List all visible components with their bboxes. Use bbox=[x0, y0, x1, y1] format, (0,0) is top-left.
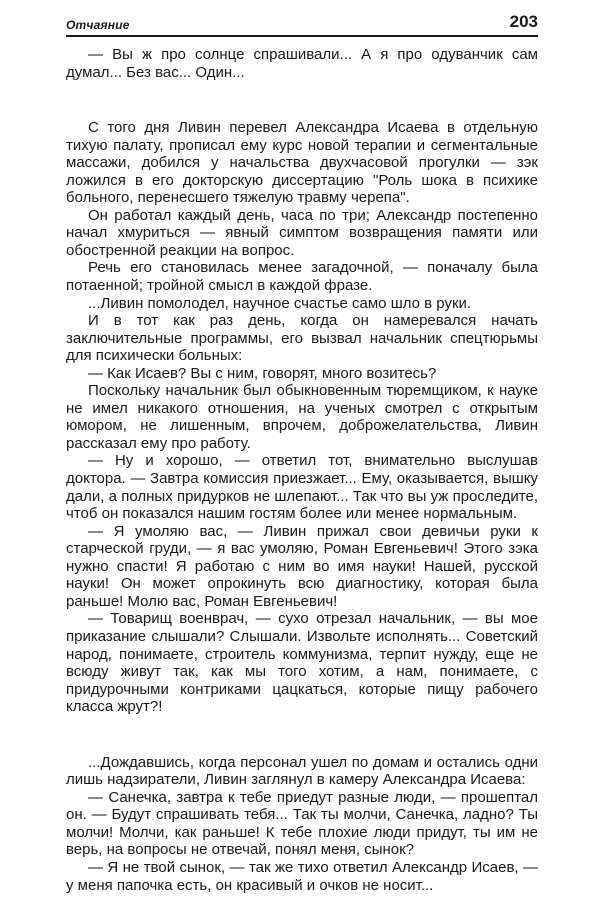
paragraph: Поскольку начальник был обыкновенным тюремщиком, к науке не имел никакого отношения, на ученых смотрел с открытым юмором, не лишенным, впрочем, доброжелательства, Ливин рассказал ему про работу. bbox=[66, 382, 538, 452]
paragraph: — Товарищ военврач, — сухо отрезал начальник, — вы мое приказание слышали? Слышали. Извольте исполнять... Советский народ, понимаете, строитель коммунизма, терпит нужду, еще не всюду живут так, как мы того хотим, а нам, понимаете, с придурочными контриками цацкаться, которые пищу рабочего класса жрут?! bbox=[66, 610, 538, 716]
paragraph: Он работал каждый день, часа по три; Александр постепенно начал хмуриться — явный симптом возвращения памяти или обостренной реакции на вопрос. bbox=[66, 206, 538, 259]
header-rule bbox=[66, 35, 538, 37]
paragraph: ...Дождавшись, когда персонал ушел по домам и остались одни лишь надзиратели, Ливин заглянул в камеру Александра Исаева: bbox=[66, 753, 538, 789]
running-header bbox=[66, 12, 538, 34]
book-page bbox=[66, 0, 538, 922]
paragraph: — Ну и хорошо, — ответил тот, внимательно выслушав доктора. — Завтра комиссия приезжает... Ему, оказывается, вышку дали, а полных придурков не шлепают... Так что вы уж проследите, чтоб он показался нашим гостям более или менее нормальным. bbox=[66, 452, 538, 523]
section-title: Отчаяние bbox=[66, 18, 130, 32]
paragraph: — Вы ж про солнце спрашивали... А я про одуванчик сам думал... Без вас... Один... bbox=[66, 46, 538, 81]
paragraph: Речь его становилась менее загадочной, — поначалу была потаенной; тройной смысл в каждой фразе. bbox=[66, 259, 538, 295]
paragraph: — Я умоляю вас, — Ливин прижал свои девичьи руки к старческой груди, — я вас умоляю, Роман Евгеньевич! Этого зэка нужно спасти! Я работаю с ним во имя науки! Нашей, русской науки! Он может опрокинуть всю диагностику, которая была раньше! Молю вас, Роман Евгеньевич! bbox=[66, 522, 538, 610]
paragraph: — Как Исаев? Вы с ним, говорят, много возитесь? bbox=[88, 364, 437, 382]
paragraph: — Я не твой сынок, — так же тихо ответил Александр Исаев, — у меня папочка есть, он красивый и очков не носит... bbox=[66, 858, 538, 894]
paragraph: С того дня Ливин перевел Александра Исаева в отдельную тихую палату, прописал ему курс новой терапии и сегментальные массажи, добился у начальства двухчасовой прогулки — зэк ложился в его докторскую диссертацию "Роль шока в психике больного, перенесшего тяжелую травму черепа". bbox=[66, 119, 538, 207]
paragraph: ...Ливин помолодел, научное счастье само шло в руки. bbox=[88, 294, 472, 312]
body-text bbox=[66, 46, 538, 894]
paragraph: И в тот как раз день, когда он намеревался начать заключительные программы, его вызвал начальник спецтюрьмы для психически больных: bbox=[66, 312, 538, 365]
paragraph: — Санечка, завтра к тебе приедут разные люди, — прошептал он. — Будут спрашивать тебя... Так ты молчи, Санечка, ладно? Ты молчи! Молчи, как раньше! К тебе плохие люди придут, ты им не верь, на вопросы не отвечай, понял меня, сынок? bbox=[66, 788, 538, 859]
page-number: 203 bbox=[509, 12, 538, 31]
